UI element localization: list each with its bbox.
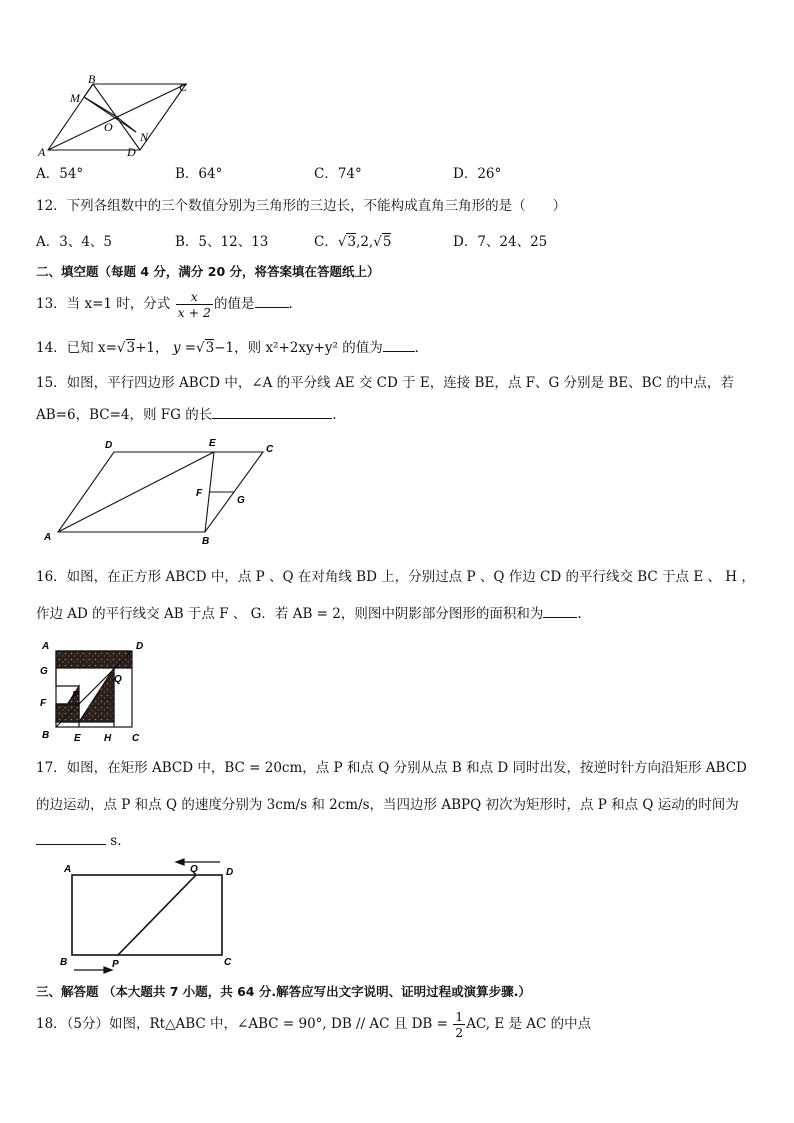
q17-unit: s． <box>110 833 131 849</box>
q15-label-a: A <box>44 532 52 543</box>
q15-label-c: C <box>266 444 274 455</box>
q17-label-a: A <box>64 864 72 875</box>
q17-label-d: D <box>226 867 234 878</box>
q14-x-tail: +1， <box>135 340 169 356</box>
q15-parallelogram-figure <box>38 436 288 548</box>
q16-answer-blank[interactable] <box>543 603 577 618</box>
q14-answer-blank[interactable] <box>383 337 415 352</box>
q15-label-b: B <box>202 536 210 547</box>
q11-label-d: D <box>127 145 136 159</box>
q16-label-p: P <box>72 690 79 701</box>
q16-label-b: B <box>42 730 50 741</box>
q16-label-q: Q <box>114 674 122 685</box>
q16-label-d: D <box>136 641 144 652</box>
q11-label-o: O <box>104 120 113 134</box>
q16-label-h: H <box>104 733 112 744</box>
q13-line: 13．当 x=1 时，分式 $\frac{x}{x + 2}$ 的值是 . <box>36 289 293 320</box>
q11-label-m: M <box>70 91 80 105</box>
q16-label-a: A <box>42 641 50 652</box>
section3-heading: 三、解答题 （本大题共 7 小题，共 64 分.解答应写出文字说明、证明过程或演算步骤.） <box>36 984 531 999</box>
q16-square-figure <box>34 634 146 744</box>
q11-label-b: B <box>88 74 96 86</box>
q12-option-d: D．7、24、25 <box>453 234 548 250</box>
q15-label-e: E <box>209 438 216 449</box>
q13-suffix: 的值是 <box>214 296 255 312</box>
q14-y-prefix: y = <box>172 340 197 356</box>
q13-answer-blank[interactable] <box>255 293 289 308</box>
q11-option-c: C．74° <box>314 166 362 182</box>
q16-line2-text: 作边 AD 的平行线交 AB 于点 F 、 G．若 AB = 2，则图中阴影部分图形的面积和为 <box>36 606 544 622</box>
q17-line1: 17．如图，在矩形 ABCD 中，BC = 20cm，点 P 和点 Q 分别从点 B 和点 D 同时出发，按逆时针方向沿矩形 ABCD <box>36 760 747 776</box>
q14-prefix: 14．已知 x= <box>36 340 117 356</box>
section2-heading: 二、填空题（每题 4 分，满分 20 分，将答案填在答题纸上） <box>36 264 380 279</box>
q15-line2: AB=6，BC=4，则 FG 的长 . <box>36 404 337 425</box>
q16-label-e: E <box>74 733 81 744</box>
q11-option-b: B．64° <box>175 166 223 182</box>
q11-option-d: D．26° <box>453 166 502 182</box>
q12-option-c-middle: ,2, <box>356 234 374 250</box>
q16-line1: 16．如图，在正方形 ABCD 中，点 P 、Q 在对角线 BD 上，分别过点 P 、Q 作边 CD 的平行线交 BC 于点 E 、 H ， <box>36 569 755 585</box>
q15-label-f: F <box>196 488 203 499</box>
q17-label-q: Q <box>190 864 198 875</box>
q12-option-b: B．5、12、13 <box>175 234 269 250</box>
q12-option-c-radical-2: √5 <box>373 234 392 250</box>
q13-fraction: $\frac{x}{x + 2}$ <box>177 289 212 320</box>
q11-parallelogram-figure <box>34 74 204 160</box>
q16-label-c: C <box>132 733 140 744</box>
q14-y-radicand: 3 <box>205 340 215 356</box>
q13-prefix: 13．当 x=1 时，分式 <box>36 296 171 312</box>
q12-stem: 12．下列各组数中的三个数值分别为三角形的三边长，不能构成直角三角形的是（ ） <box>36 198 567 214</box>
q14-line: 14．已知 x=√3+1， y =√3−1，则 x²+2xy+y² 的值为 ． <box>36 337 428 358</box>
q15-label-d: D <box>105 440 113 451</box>
q17-label-p: P <box>112 959 119 970</box>
q16-label-f: F <box>40 698 47 709</box>
q12-option-a: A．3、4、5 <box>36 234 113 250</box>
q18-suffix: AC, E 是 AC 的中点 <box>466 1016 592 1032</box>
q14-x-radicand: 3 <box>126 340 136 356</box>
q11-label-a: A <box>38 145 46 159</box>
q15-line2-text: AB=6，BC=4，则 FG 的长 <box>36 407 213 423</box>
q15-label-g: G <box>237 495 245 506</box>
q17-label-c: C <box>224 957 232 968</box>
q17-line2: 的边运动，点 P 和点 Q 的速度分别为 3cm/s 和 2cm/s，当四边形 ABPQ 初次为矩形时，点 P 和点 Q 运动的时间为 <box>36 797 739 813</box>
q17-rectangle-figure <box>56 855 246 977</box>
q12-option-c <box>314 232 391 252</box>
q17-line3 <box>36 830 131 851</box>
q18-line <box>36 1008 591 1040</box>
q14-y-tail: −1，则 x²+2xy+y² 的值为 <box>214 340 383 356</box>
q17-answer-blank[interactable] <box>36 830 106 845</box>
q18-fraction: $\frac{1}{2}$ <box>455 1009 464 1040</box>
q11-label-n: N <box>140 130 149 144</box>
q11-label-c: C <box>179 80 188 94</box>
q15-line1: 15．如图，平行四边形 ABCD 中，∠A 的平分线 AE 交 CD 于 E，连接 BE，点 F、G 分别是 BE、BC 的中点，若 <box>36 375 734 391</box>
q12-option-c-radical-1: √3 <box>337 234 357 250</box>
q18-prefix: 18．（5分）如图，Rt△ABC 中，∠ABC = 90°, DB // AC 且 DB = <box>36 1016 448 1032</box>
q16-line2: 作边 AD 的平行线交 AB 于点 F 、 G．若 AB = 2，则图中阴影部分图形的面积和为 . <box>36 603 582 624</box>
q11-option-a: A．54° <box>36 166 84 182</box>
q17-label-b: B <box>60 957 68 968</box>
q15-answer-blank[interactable] <box>212 404 332 419</box>
q16-label-g: G <box>40 666 48 677</box>
q12-option-c-label: C． <box>314 234 338 250</box>
